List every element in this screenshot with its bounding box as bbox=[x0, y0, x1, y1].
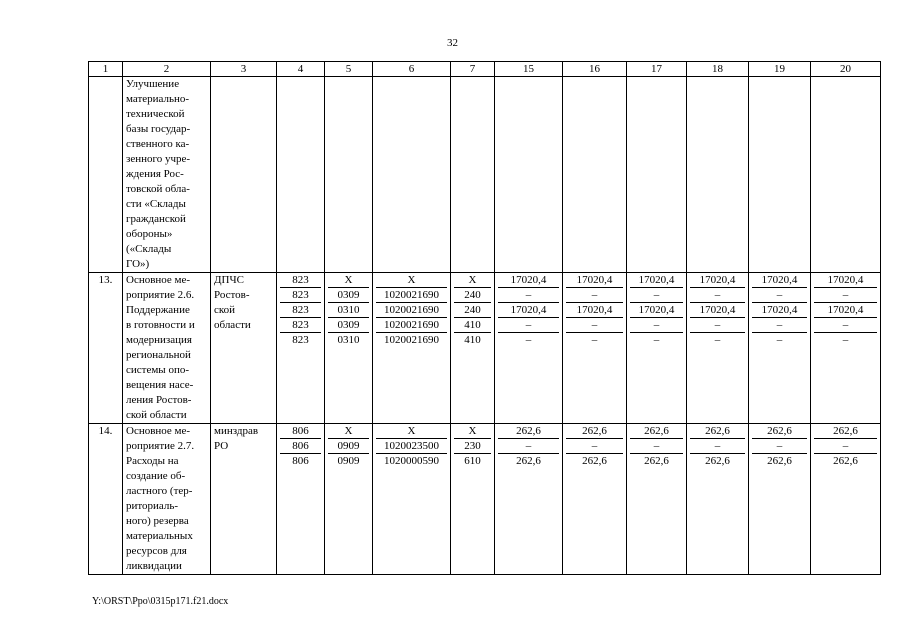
file-path-footer: Y:\ORST\Ppo\0315p171.f21.docx bbox=[92, 596, 229, 607]
table-cell: – bbox=[566, 288, 623, 303]
table-cell: 262,6 bbox=[582, 455, 607, 467]
table-cell: 240 bbox=[454, 288, 491, 303]
table-cell: 823 bbox=[280, 273, 321, 288]
table-cell: 262,6 bbox=[516, 455, 541, 467]
table-cell: 1020000590 bbox=[384, 455, 439, 467]
table-cell: – bbox=[525, 334, 532, 346]
table-row-13 bbox=[89, 273, 881, 424]
table-cell: – bbox=[566, 439, 623, 454]
table-cell: 410 bbox=[454, 318, 491, 333]
table-cell: 17020,4 bbox=[752, 273, 807, 288]
table-cell: 1020021690 bbox=[384, 334, 439, 346]
col-2019 bbox=[749, 273, 811, 424]
column-header: 20 bbox=[811, 62, 881, 77]
col-grbs bbox=[277, 424, 325, 575]
row-number: 13. bbox=[89, 273, 123, 424]
table-cell: – bbox=[776, 334, 783, 346]
table-cell: Х bbox=[328, 424, 369, 439]
table-cell: 262,6 bbox=[767, 455, 792, 467]
table-cell: – bbox=[630, 318, 683, 333]
table-cell: 262,6 bbox=[630, 424, 683, 439]
table-cell: Х bbox=[376, 273, 447, 288]
col-2015 bbox=[495, 424, 563, 575]
col-2020 bbox=[811, 424, 881, 575]
table-cell: 0909 bbox=[337, 455, 360, 467]
column-header: 19 bbox=[749, 62, 811, 77]
table-cell: 806 bbox=[292, 455, 309, 467]
table-cell: – bbox=[591, 334, 598, 346]
column-header: 4 bbox=[277, 62, 325, 77]
col-grbs bbox=[277, 273, 325, 424]
table-row-intro bbox=[89, 77, 881, 273]
table-cell: 262,6 bbox=[814, 424, 877, 439]
column-header: 15 bbox=[495, 62, 563, 77]
col-2020 bbox=[811, 273, 881, 424]
table-cell: 0309 bbox=[328, 288, 369, 303]
table-row-14 bbox=[89, 424, 881, 575]
col-2018 bbox=[687, 424, 749, 575]
col-csr bbox=[373, 273, 451, 424]
table-cell: 823 bbox=[280, 303, 321, 318]
executor: ДПЧС Ростов- ской области bbox=[211, 273, 277, 424]
table-cell: 17020,4 bbox=[690, 273, 745, 288]
column-header: 6 bbox=[373, 62, 451, 77]
budget-table bbox=[88, 61, 881, 575]
column-header: 5 bbox=[325, 62, 373, 77]
row-number: 14. bbox=[89, 424, 123, 575]
table-cell: – bbox=[498, 288, 559, 303]
col-2016 bbox=[563, 273, 627, 424]
table-cell: 1020021690 bbox=[376, 303, 447, 318]
table-cell: 410 bbox=[464, 334, 481, 346]
table-cell: – bbox=[566, 318, 623, 333]
table-cell: 17020,4 bbox=[814, 303, 877, 318]
col-2017 bbox=[627, 273, 687, 424]
column-header: 18 bbox=[687, 62, 749, 77]
table-cell: 262,6 bbox=[498, 424, 559, 439]
table-cell: 17020,4 bbox=[498, 273, 559, 288]
table-cell: – bbox=[690, 439, 745, 454]
table-cell: 17020,4 bbox=[630, 303, 683, 318]
table-cell: – bbox=[498, 318, 559, 333]
table-cell: – bbox=[814, 288, 877, 303]
col-2015 bbox=[495, 273, 563, 424]
table-cell: – bbox=[752, 288, 807, 303]
table-cell: – bbox=[714, 334, 721, 346]
table-cell: 262,6 bbox=[705, 455, 730, 467]
col-2017 bbox=[627, 424, 687, 575]
table-cell: 1020021690 bbox=[376, 318, 447, 333]
table-cell: Х bbox=[454, 424, 491, 439]
table-cell: – bbox=[630, 288, 683, 303]
table-cell: Х bbox=[328, 273, 369, 288]
col-2018 bbox=[687, 273, 749, 424]
column-header: 2 bbox=[123, 62, 211, 77]
table-cell: 262,6 bbox=[566, 424, 623, 439]
measure-name: Основное ме- роприятие 2.6. Поддержание в готовности и модернизация региональной системы опо- вещения насе- ления Ростов- ской области bbox=[123, 273, 211, 424]
col-csr bbox=[373, 424, 451, 575]
table-cell: 240 bbox=[454, 303, 491, 318]
table-cell: – bbox=[498, 439, 559, 454]
table-cell: 17020,4 bbox=[630, 273, 683, 288]
table-cell: 262,6 bbox=[752, 424, 807, 439]
col-2016 bbox=[563, 424, 627, 575]
table-cell: 610 bbox=[464, 455, 481, 467]
table-cell: – bbox=[690, 318, 745, 333]
column-header: 16 bbox=[563, 62, 627, 77]
executor: минздрав РО bbox=[211, 424, 277, 575]
table-cell: – bbox=[752, 439, 807, 454]
table-cell: 0310 bbox=[328, 303, 369, 318]
table-cell: 17020,4 bbox=[566, 273, 623, 288]
table-cell: – bbox=[814, 439, 877, 454]
table-cell: Х bbox=[454, 273, 491, 288]
col-2019 bbox=[749, 424, 811, 575]
measure-name: Улучшение материально- технической базы государ- ственного ка- зенного учре- ждения Рос- товской обла- сти «Склады гражданской обороны» («Склады ГО») bbox=[123, 77, 211, 273]
table-cell: 806 bbox=[280, 424, 321, 439]
table-cell: – bbox=[653, 334, 660, 346]
table-cell: – bbox=[752, 318, 807, 333]
table-cell: 806 bbox=[280, 439, 321, 454]
column-header: 3 bbox=[211, 62, 277, 77]
table-cell: 262,6 bbox=[833, 455, 858, 467]
column-header: 17 bbox=[627, 62, 687, 77]
table-cell: – bbox=[630, 439, 683, 454]
table-cell: Х bbox=[376, 424, 447, 439]
table-cell: 17020,4 bbox=[752, 303, 807, 318]
table-cell: 230 bbox=[454, 439, 491, 454]
table-cell: 1020021690 bbox=[376, 288, 447, 303]
col-rzpr bbox=[325, 424, 373, 575]
table-cell: 0310 bbox=[337, 334, 360, 346]
table-cell: 17020,4 bbox=[566, 303, 623, 318]
measure-name: Основное ме- роприятие 2.7. Расходы на создание об- ластного (тер- риториаль- ного) резерва материальных ресурсов для ликвидации bbox=[123, 424, 211, 575]
table-cell: 823 bbox=[280, 288, 321, 303]
table-cell: 1020023500 bbox=[376, 439, 447, 454]
col-rzpr bbox=[325, 273, 373, 424]
header-row bbox=[89, 62, 881, 77]
table-cell: 823 bbox=[280, 318, 321, 333]
page-number: 32 bbox=[447, 37, 458, 49]
column-header: 7 bbox=[451, 62, 495, 77]
table-cell: – bbox=[690, 288, 745, 303]
table-cell: 823 bbox=[292, 334, 309, 346]
col-vr bbox=[451, 424, 495, 575]
table-cell: 262,6 bbox=[690, 424, 745, 439]
table-cell: – bbox=[842, 334, 849, 346]
table-cell: 17020,4 bbox=[690, 303, 745, 318]
col-vr bbox=[451, 273, 495, 424]
table-cell: 17020,4 bbox=[814, 273, 877, 288]
table-cell: 17020,4 bbox=[498, 303, 559, 318]
table-cell: 0909 bbox=[328, 439, 369, 454]
table-cell: – bbox=[814, 318, 877, 333]
column-header: 1 bbox=[89, 62, 123, 77]
table-cell: 0309 bbox=[328, 318, 369, 333]
table-cell: 262,6 bbox=[644, 455, 669, 467]
